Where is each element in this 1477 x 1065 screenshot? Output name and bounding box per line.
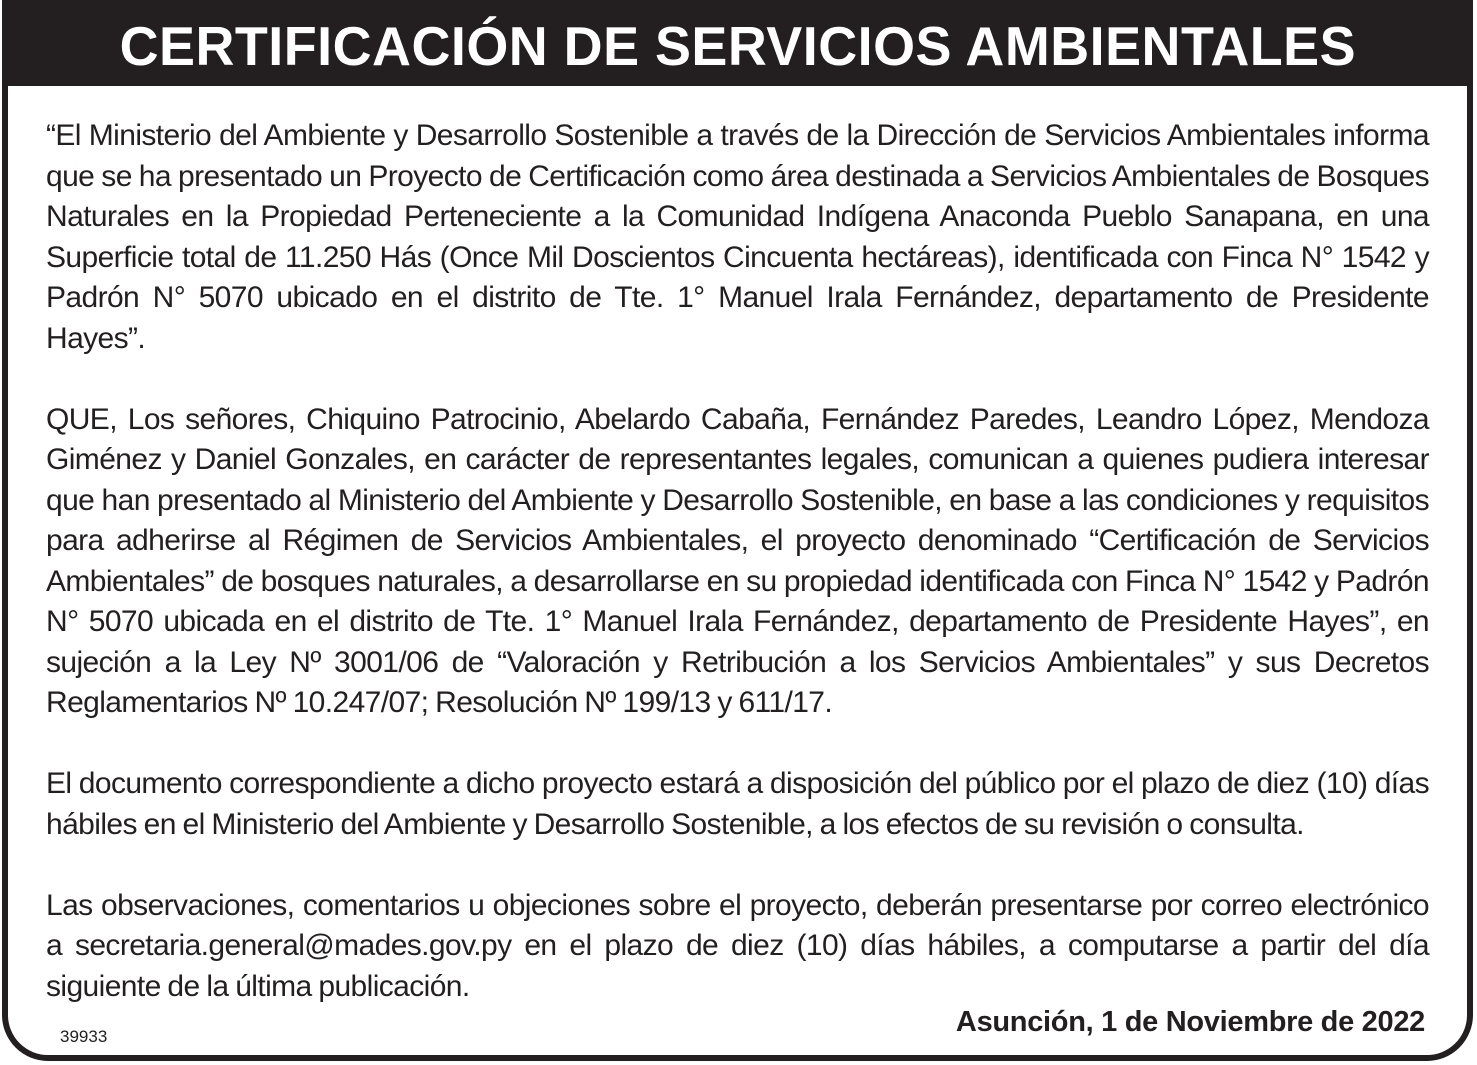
paragraph-observations: Las observaciones, comentarios u objeciones sobre el proyecto, deberán presentarse por correo electrónico a secretaria.general@mades.gov.py en el plazo de diez (10) días hábiles, a computarse a partir del día siguiente de la última publicación. bbox=[46, 888, 1429, 1003]
notice-title: CERTIFICACIÓN DE SERVICIOS AMBIENTALES bbox=[119, 14, 1356, 77]
publication-code: 39933 bbox=[60, 1027, 108, 1046]
paragraph-representatives: QUE, Los señores, Chiquino Patrocinio, Abelardo Cabaña, Fernández Paredes, Leandro López, Mendoza Giménez y Daniel Gonzales, en carácter de representantes legales, comunican a quienes pudiera interesar que han presentado al Ministerio del Ambiente y Desarrollo Sostenible, en base a las condiciones y requisitos para adherirse al Régimen de Servicios Ambientales, el proyecto denominado “Certificación de Servicios Ambientales” de bosques naturales, a desarrollarse en su propiedad identificada con Finca N° 1542 y Padrón N° 5070 ubicada en el distrito de Tte. 1° Manuel Irala Fernández, departamento de Presidente Hayes”, en sujeción a la Ley Nº 3001/06 de “Valoración y Retribución a los Servicios Ambientales” y sus Decretos Reglamentarios Nº 10.247/07; Resolución Nº 199/13 y 611/17. bbox=[46, 402, 1429, 719]
paragraph-announcement: “El Ministerio del Ambiente y Desarrollo Sostenible a través de la Dirección de Servicios Ambientales informa que se ha presentado un Proyecto de Certificación como área destinada a Servicios Ambientales de Bosques Naturales en la Propiedad Perteneciente a la Comunidad Indígena Anaconda Pueblo Sanapana, en una Superficie total de 11.250 Hás (Once Mil Doscientos Cincuenta hectáreas), identificada con Finca N° 1542 y Padrón N° 5070 ubicado en el distrito de Tte. 1° Manuel Irala Fernández, departamento de Presidente Hayes”. bbox=[46, 119, 1429, 355]
notice-body bbox=[46, 116, 1429, 1048]
notice-frame bbox=[2, 0, 1473, 1061]
paragraph-availability: El documento correspondiente a dicho proyecto estará a disposición del público por el plazo de diez (10) días hábiles en el Ministerio del Ambiente y Desarrollo Sostenible, a los efectos de su revisión o consulta. bbox=[46, 767, 1429, 841]
title-banner bbox=[8, 6, 1467, 86]
place-date-signature: Asunción, 1 de Noviembre de 2022 bbox=[955, 1006, 1425, 1038]
